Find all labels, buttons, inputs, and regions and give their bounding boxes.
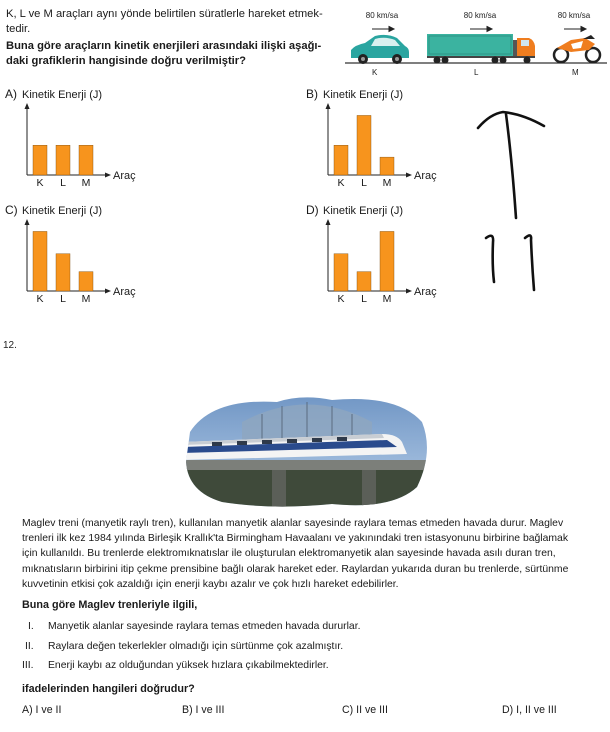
option-a-chart xyxy=(5,86,155,196)
vehicles-illustration xyxy=(345,8,607,78)
y-axis-label: Kinetik Enerji (J) xyxy=(22,205,103,217)
arrow-right-icon xyxy=(372,27,586,32)
vehicle-label-m: M xyxy=(572,68,579,77)
y-axis-label: Kinetik Enerji (J) xyxy=(323,205,404,217)
tick-label: K xyxy=(36,177,44,189)
tick-label: L xyxy=(361,293,367,305)
x-axis-label: Araç xyxy=(113,286,136,298)
option-letter: D) xyxy=(306,203,319,217)
vehicle-label-l: L xyxy=(474,68,479,77)
option-b-chart xyxy=(306,86,456,196)
motorcycle-icon xyxy=(554,35,600,62)
question-number-12: 12. xyxy=(3,340,17,351)
bar-k xyxy=(33,145,47,175)
statement-text: Raylara değen tekerlekler olmadığı için sürtünme çok azalmıştır. xyxy=(48,641,344,652)
q11-line1: K, L ve M araçları aynı yönde belirtilen süratlerle hareket etmek- xyxy=(6,8,323,20)
option-b[interactable] xyxy=(306,86,456,196)
statement-number: II. xyxy=(25,641,34,652)
paragraph-line: mıknatısların birbirini itip çekme prensibine bağlı olarak hareket eder. Raylardan yukarıda duran bu trenlerde, sürtünme xyxy=(22,563,569,575)
x-axis-arrowhead xyxy=(105,173,111,178)
option-letter: A) xyxy=(5,87,17,101)
option-c-chart xyxy=(5,202,155,312)
tick-label: L xyxy=(60,177,66,189)
statement-2 xyxy=(25,641,343,652)
tick-label: L xyxy=(60,293,66,305)
tick-label: M xyxy=(81,177,91,189)
tick-label: K xyxy=(337,177,345,189)
statement-number: I. xyxy=(28,621,34,632)
option-c[interactable] xyxy=(5,202,155,312)
q12-ask: ifadelerinden hangileri doğrudur? xyxy=(22,683,195,695)
bar-l xyxy=(357,115,371,175)
y-axis-arrowhead xyxy=(326,219,331,225)
option-a[interactable] xyxy=(5,86,155,196)
statement-3 xyxy=(22,660,329,671)
x-axis-label: Araç xyxy=(414,170,437,182)
y-axis-arrowhead xyxy=(25,103,30,109)
speed-label-m: 80 km/sa xyxy=(557,11,591,20)
bar-l xyxy=(56,145,70,175)
truck-icon xyxy=(427,34,535,64)
maglev-paragraph xyxy=(22,516,610,592)
tick-label: M xyxy=(382,293,392,305)
maglev-train-image xyxy=(182,392,432,512)
speed-label-l: 80 km/sa xyxy=(463,11,497,20)
y-axis-label: Kinetik Enerji (J) xyxy=(22,89,103,101)
tick-label: K xyxy=(36,293,44,305)
option-letter: C) xyxy=(5,203,18,217)
q12-stem: Buna göre Maglev trenleriyle ilgili, xyxy=(22,599,198,611)
bar-m xyxy=(380,157,394,175)
bar-m xyxy=(380,231,394,291)
car-icon xyxy=(351,35,409,64)
x-axis-arrowhead xyxy=(105,289,111,294)
q11-question-line2: daki grafiklerin hangisinde doğru verilmiştir? xyxy=(6,55,246,67)
bar-k xyxy=(334,254,348,291)
statement-1 xyxy=(28,621,360,632)
q11-intro xyxy=(6,7,336,69)
x-axis-label: Araç xyxy=(113,170,136,182)
x-axis-arrowhead xyxy=(406,173,412,178)
paragraph-line: kuvvetinin etkisi çok azaldığı için enerji kaybı azalır ve çok hızlı hareket edebilirler. xyxy=(22,578,399,590)
tick-label: K xyxy=(337,293,345,305)
y-axis-label: Kinetik Enerji (J) xyxy=(323,89,404,101)
speed-label-k: 80 km/sa xyxy=(365,11,399,20)
paragraph-line: trenleri ilk kez 1984 yılında Birleşik Krallık'ta Birmingham Havaalanı ve yakınındaki tren istasyonunu birbirine bağlamak xyxy=(22,533,569,545)
vehicle-label-k: K xyxy=(372,68,378,77)
x-axis-arrowhead xyxy=(406,289,412,294)
answer-d[interactable]: D) I, II ve III xyxy=(502,704,557,716)
bar-m xyxy=(79,145,93,175)
q11-line2: tedir. xyxy=(6,23,31,35)
statement-text: Manyetik alanlar sayesinde raylara temas etmeden havada dururlar. xyxy=(48,621,361,632)
answer-b[interactable]: B) I ve III xyxy=(182,704,225,716)
handwritten-arrow-mark xyxy=(468,100,568,300)
tick-label: M xyxy=(81,293,91,305)
y-axis-arrowhead xyxy=(326,103,331,109)
bar-k xyxy=(33,231,47,291)
bar-l xyxy=(357,272,371,291)
bar-l xyxy=(56,254,70,291)
y-axis-arrowhead xyxy=(25,219,30,225)
tick-label: L xyxy=(361,177,367,189)
statement-text: Enerji kaybı az olduğundan yüksek hızlara çıkabilmektedirler. xyxy=(48,660,329,671)
option-letter: B) xyxy=(306,87,318,101)
paragraph-line: için kullanıldı. Bu trenlerde elektromıknatıslar ile oluşturulan elektromanyetik alan sayesinde havada asılı duran tren, xyxy=(22,548,556,560)
q11-question-line1: Buna göre araçların kinetik enerjileri arasındaki ilişki aşağı- xyxy=(6,40,322,52)
statement-number: III. xyxy=(22,660,34,671)
option-d-chart xyxy=(306,202,456,312)
bar-k xyxy=(334,145,348,175)
answer-c[interactable]: C) II ve III xyxy=(342,704,388,716)
bar-m xyxy=(79,272,93,291)
paragraph-line: Maglev treni (manyetik raylı tren), kullanılan manyetik alanlar sayesinde raylara temas etmeden havada durur. Maglev xyxy=(22,518,564,529)
option-d[interactable] xyxy=(306,202,456,312)
x-axis-label: Araç xyxy=(414,286,437,298)
tick-label: M xyxy=(382,177,392,189)
answer-a[interactable]: A) I ve II xyxy=(22,704,62,716)
